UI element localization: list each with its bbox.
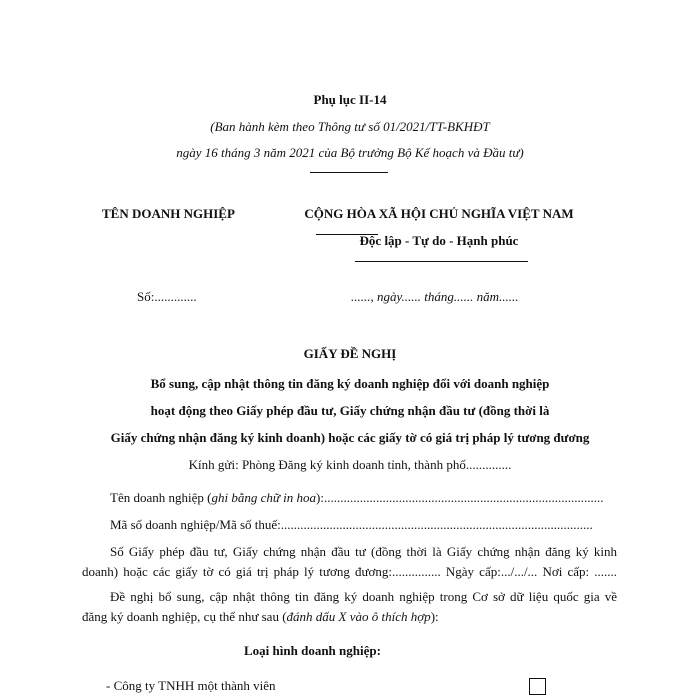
request-line-2-prefix: đăng ký doanh nghiệp, cụ thể như sau (: [82, 609, 287, 624]
date-line: ......, ngày...... tháng...... năm......: [351, 289, 519, 304]
document-title: GIẤY ĐỀ NGHỊ: [303, 346, 397, 361]
title-line-1: Bổ sung, cập nhật thông tin đăng ký doanh nghiệp đối với doanh nghiệp: [150, 376, 550, 391]
company-name-prefix: Tên doanh nghiệp (: [110, 490, 212, 505]
title-line-3: Giấy chứng nhận đăng ký kinh doanh) hoặc các giấy tờ có giá trị pháp lý tương đương: [110, 430, 590, 445]
header-divider: [310, 172, 388, 173]
issued-line-1: (Ban hành kèm theo Thông tư số 01/2021/TT-BKHĐT: [210, 119, 490, 134]
issued-line-2: ngày 16 tháng 3 năm 2021 của Bộ trưởng Bộ Kế hoạch và Đầu tư): [176, 145, 524, 160]
tax-code-field[interactable]: Mã số doanh nghiệp/Mã số thuế:................................................................................................: [110, 517, 593, 532]
document-number: Số:.............: [137, 289, 197, 304]
request-line-1: Đề nghị bổ sung, cập nhật thông tin đăng ký doanh nghiệp trong Cơ sở dữ liệu quốc gia về: [110, 589, 617, 604]
request-line-2: [82, 609, 439, 625]
option-label-single-member-llc: - Công ty TNHH một thành viên: [106, 678, 276, 693]
checkbox-single-member-llc[interactable]: [529, 678, 546, 695]
appendix-title: Phụ lục II-14: [313, 92, 387, 107]
recipient-line: Kính gửi: Phòng Đăng ký kinh doanh tỉnh, thành phố..............: [188, 457, 512, 472]
motto-divider: [355, 261, 528, 262]
enterprise-type-heading: Loại hình doanh nghiệp:: [244, 643, 381, 658]
title-line-2: hoạt động theo Giấy phép đầu tư, Giấy chứng nhận đầu tư (đồng thời là: [150, 403, 550, 418]
motto: Độc lập - Tự do - Hạnh phúc: [359, 233, 519, 248]
license-line-2[interactable]: doanh) hoặc các giấy tờ có giá trị pháp lý tương đương:............... Ngày cấp:.../.../... Nơi cấp: .......: [82, 564, 617, 579]
company-name-hint: ghi bằng chữ in hoa: [211, 490, 317, 505]
company-name-suffix: ):......................................................................................: [316, 490, 604, 505]
request-line-2-hint: đánh dấu X vào ô thích hợp: [286, 609, 431, 624]
company-name-field[interactable]: [110, 490, 604, 506]
country-name: CỘNG HÒA XÃ HỘI CHỦ NGHĨA VIỆT NAM: [304, 206, 574, 221]
license-line-1: Số Giấy phép đầu tư, Giấy chứng nhận đầu tư (đồng thời là Giấy chứng nhận đăng ký kinh: [110, 544, 617, 559]
company-name-label: TÊN DOANH NGHIỆP: [102, 206, 235, 221]
request-line-2-suffix: ):: [430, 609, 439, 624]
